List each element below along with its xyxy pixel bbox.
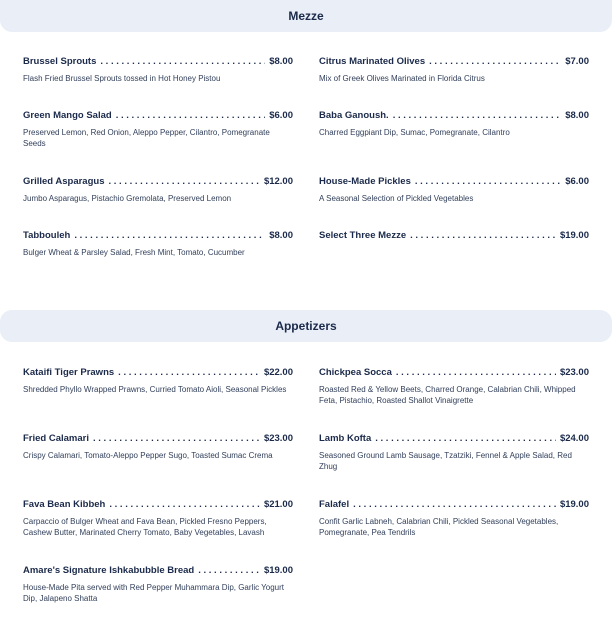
item-description: Crispy Calamari, Tomato-Aleppo Pepper Sugo, Toasted Sumac Crema: [23, 451, 273, 460]
dot-leader: [100, 56, 265, 67]
item-price: $19.00: [559, 230, 589, 241]
item-price: $8.00: [269, 56, 293, 67]
item-price: $24.00: [559, 433, 589, 444]
dot-leader: [396, 367, 556, 378]
item-price: $22.00: [263, 367, 293, 378]
dot-leader: [393, 110, 562, 121]
item-name: House-Made Pickles: [319, 176, 411, 187]
item-description: Mix of Greek Olives Marinated in Florida Citrus: [319, 74, 485, 83]
menu-item: [319, 176, 589, 230]
item-price: $19.00: [559, 499, 589, 510]
dot-leader: [429, 56, 561, 67]
item-name: Brussel Sprouts: [23, 56, 97, 67]
item-description: Seasoned Ground Lamb Sausage, Tzatziki, Fennel & Apple Salad, Red Zhug: [319, 451, 572, 471]
section-header-mezze: [0, 0, 612, 32]
item-description: Flash Fried Brussel Sprouts tossed in Hot Honey Pistou: [23, 74, 221, 83]
item-description: Bulger Wheat & Parsley Salad, Fresh Mint, Tomato, Cucumber: [23, 248, 245, 257]
item-name: Green Mango Salad: [23, 110, 112, 121]
item-price: $21.00: [263, 499, 293, 510]
item-name: Grilled Asparagus: [23, 176, 105, 187]
item-price: $23.00: [559, 367, 589, 378]
dot-leader: [415, 176, 561, 187]
item-name: Chickpea Socca: [319, 367, 392, 378]
item-price: $19.00: [263, 565, 293, 576]
menu-item: [23, 230, 293, 284]
dot-leader: [118, 367, 260, 378]
item-description: Roasted Red & Yellow Beets, Charred Orange, Calabrian Chili, Whipped Feta, Pistachio, Roasted Shallot Vinaigrette: [319, 385, 576, 405]
item-price: $12.00: [263, 176, 293, 187]
item-description: Carpaccio of Bulger Wheat and Fava Bean, Pickled Fresno Peppers, Cashew Butter, Marinated Cherry Tomato, Baby Vegetables, Lavash: [23, 517, 267, 537]
item-description: House-Made Pita served with Red Pepper Muhammara Dip, Garlic Yogurt Dip, Jalapeno Shatta: [23, 583, 285, 603]
item-description: Confit Garlic Labneh, Calabrian Chili, Pickled Seasonal Vegetables, Pomegranate, Pea Tendrils: [319, 517, 559, 537]
menu-item: [23, 56, 293, 110]
item-price: $23.00: [263, 433, 293, 444]
dot-leader: [109, 499, 260, 510]
mezze-menu-grid: [0, 56, 612, 284]
dot-leader: [74, 230, 265, 241]
item-name: Amare's Signature Ishkabubble Bread: [23, 565, 195, 576]
dot-leader: [353, 499, 556, 510]
item-name: Tabbouleh: [23, 230, 71, 241]
dot-leader: [116, 110, 266, 121]
menu-item: [23, 499, 293, 565]
item-description: Charred Eggpiant Dip, Sumac, Pomegranate, Cilantro: [319, 128, 510, 137]
appetizers-menu-grid: [0, 367, 612, 631]
item-price: $8.00: [565, 110, 589, 121]
section-title: Mezze: [288, 9, 324, 23]
item-name: Kataifi Tiger Prawns: [23, 367, 115, 378]
dot-leader: [93, 433, 260, 444]
dot-leader: [375, 433, 556, 444]
menu-item: [319, 110, 589, 176]
menu-item: [319, 56, 589, 110]
item-price: $6.00: [269, 110, 293, 121]
item-price: $7.00: [565, 56, 589, 67]
item-description: Shredded Phyllo Wrapped Prawns, Curried Tomato Aioli, Seasonal Pickles: [23, 385, 287, 394]
item-name: Fried Calamari: [23, 433, 89, 444]
item-name: Fava Bean Kibbeh: [23, 499, 106, 510]
item-price: $6.00: [565, 176, 589, 187]
menu-item: [23, 367, 293, 433]
item-price: $8.00: [269, 230, 293, 241]
menu-item: [23, 176, 293, 230]
item-name: Falafel: [319, 499, 350, 510]
section-title: Appetizers: [275, 319, 337, 333]
menu-item: [319, 433, 589, 499]
section-header-appetizers: [0, 310, 612, 342]
item-description: A Seasonal Selection of Pickled Vegetables: [319, 194, 474, 203]
item-name: Baba Ganoush.: [319, 110, 389, 121]
dot-leader: [198, 565, 260, 576]
item-description: Jumbo Asparagus, Pistachio Gremolata, Preserved Lemon: [23, 194, 232, 203]
menu-item: [319, 499, 589, 565]
menu-item: [319, 367, 589, 433]
item-description: Preserved Lemon, Red Onion, Aleppo Pepper, Cilantro, Pomegranate Seeds: [23, 128, 270, 148]
item-name: Select Three Mezze: [319, 230, 407, 241]
menu-item: [23, 110, 293, 176]
item-name: Lamb Kofta: [319, 433, 372, 444]
dot-leader: [108, 176, 259, 187]
dot-leader: [410, 230, 556, 241]
item-name: Citrus Marinated Olives: [319, 56, 426, 67]
menu-item: [319, 230, 589, 284]
menu-item: [23, 433, 293, 499]
menu-item: [23, 565, 293, 631]
